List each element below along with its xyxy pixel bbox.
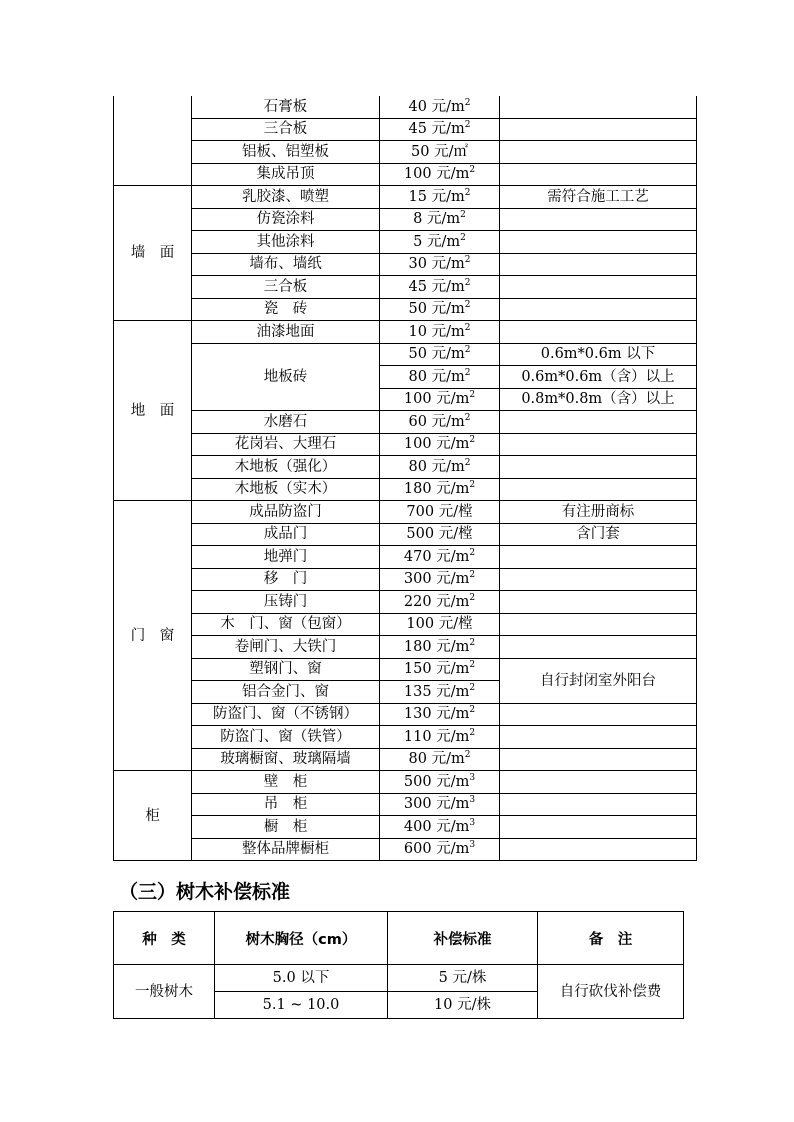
item-cell: 地板砖: [192, 343, 380, 411]
note-cell: [500, 231, 697, 254]
note-cell: [500, 838, 697, 861]
unit-exponent: 2: [469, 592, 476, 603]
item-cell: 玻璃橱窗、玻璃隔墙: [192, 748, 380, 771]
note-cell: 需符合施工工艺: [500, 186, 697, 209]
note-cell: [500, 118, 697, 141]
section-heading: （三）树木补偿标准: [119, 881, 291, 903]
price-cell: [380, 793, 500, 816]
item-cell: 仿瓷涂料: [192, 208, 380, 231]
table-row: [114, 478, 697, 501]
category-cell: [114, 96, 192, 186]
price-value: 5 元/m: [413, 233, 461, 250]
price-cell: [380, 186, 500, 209]
price-cell: [380, 703, 500, 726]
item-cell: 橱 柜: [192, 816, 380, 839]
item-cell: 其他涂料: [192, 231, 380, 254]
item-cell: 吊 柜: [192, 793, 380, 816]
price-value: 80 元/m: [408, 751, 465, 768]
unit-exponent: 2: [464, 120, 471, 131]
note-cell: [500, 321, 697, 344]
price-cell: [380, 838, 500, 861]
note-cell: [500, 141, 697, 164]
unit-exponent: 2: [469, 570, 476, 581]
table-row: [114, 456, 697, 479]
item-cell: 移 门: [192, 568, 380, 591]
price-value: 10 元/m: [408, 323, 465, 340]
table-row: [114, 793, 697, 816]
price-value: 50 元/㎡: [411, 143, 468, 160]
unit-exponent: 3: [469, 772, 476, 783]
tree-diameter: 5.0 以下: [215, 965, 388, 992]
unit-exponent: 2: [469, 480, 476, 491]
price-value: 470 元/m: [403, 548, 470, 565]
table-row: [114, 141, 697, 164]
table-row: [114, 658, 697, 681]
table-row: [114, 501, 697, 524]
price-cell: [380, 771, 500, 794]
price-value: 700 元/樘: [406, 503, 473, 520]
table-row: [114, 771, 697, 794]
price-value: 8 元/m: [413, 211, 461, 228]
price-value: 80 元/m: [408, 458, 465, 475]
item-cell: 防盗门、窗（不锈钢）: [192, 703, 380, 726]
price-cell: [380, 231, 500, 254]
unit-exponent: 2: [469, 435, 476, 446]
item-cell: 乳胶漆、喷塑: [192, 186, 380, 209]
tree-compensation-table: [113, 911, 684, 1019]
price-cell: [380, 96, 500, 118]
item-cell: 整体品牌橱柜: [192, 838, 380, 861]
tree-table-header-row: [114, 912, 684, 965]
item-cell: 塑钢门、窗: [192, 658, 380, 681]
price-cell: [380, 141, 500, 164]
price-value: 135 元/m: [403, 683, 470, 700]
unit-exponent: 2: [464, 97, 471, 108]
unit-exponent: 2: [469, 547, 476, 558]
price-cell: [380, 501, 500, 524]
note-cell: 自行封闭室外阳台: [500, 658, 697, 703]
unit-exponent: 2: [464, 187, 471, 198]
price-value: 45 元/m: [408, 278, 465, 295]
unit-exponent: 2: [469, 390, 476, 401]
item-cell: 花岗岩、大理石: [192, 433, 380, 456]
table-row: [114, 321, 697, 344]
note-cell: [500, 411, 697, 434]
price-cell: [380, 613, 500, 636]
item-cell: 防盗门、窗（铁管）: [192, 726, 380, 749]
unit-exponent: 2: [469, 705, 476, 716]
unit-exponent: 3: [469, 795, 476, 806]
table-row: [114, 276, 697, 299]
category-cell: 门 窗: [114, 501, 192, 771]
price-value: 100 元/m: [403, 391, 470, 408]
category-cell: 地 面: [114, 321, 192, 501]
table-row: [114, 186, 697, 209]
price-cell: [380, 208, 500, 231]
unit-exponent: 2: [464, 412, 471, 423]
price-cell: [380, 546, 500, 569]
note-cell: [500, 276, 697, 299]
price-value: 300 元/m: [403, 571, 470, 588]
tree-diameter: 5.1 ~ 10.0: [215, 992, 388, 1019]
price-value: 500 元/樘: [406, 526, 473, 543]
table-row: [114, 816, 697, 839]
item-cell: 木地板（强化）: [192, 456, 380, 479]
header-note: 备 注: [538, 912, 684, 965]
unit-exponent: 2: [469, 682, 476, 693]
table-row: [114, 253, 697, 276]
price-cell: [380, 478, 500, 501]
price-cell: [380, 568, 500, 591]
price-value: 500 元/m: [403, 773, 470, 790]
unit-exponent: 2: [464, 367, 471, 378]
unit-exponent: 3: [469, 817, 476, 828]
unit-exponent: 2: [469, 727, 476, 738]
note-cell: [500, 816, 697, 839]
item-cell: 压铸门: [192, 591, 380, 614]
header-standard: 补偿标准: [388, 912, 538, 965]
unit-exponent: 2: [464, 322, 471, 333]
unit-exponent: 3: [469, 840, 476, 851]
price-cell: [380, 523, 500, 546]
item-cell: 水磨石: [192, 411, 380, 434]
note-cell: 0.6m*0.6m（含）以上: [500, 366, 697, 389]
price-cell: [380, 163, 500, 186]
note-cell: [500, 433, 697, 456]
price-value: 220 元/m: [403, 593, 470, 610]
tree-standard: 5 元/株: [388, 965, 538, 992]
note-cell: [500, 771, 697, 794]
item-cell: 铝板、铝塑板: [192, 141, 380, 164]
note-cell: [500, 163, 697, 186]
price-value: 50 元/m: [408, 301, 465, 318]
unit-exponent: 2: [464, 457, 471, 468]
note-cell: [500, 478, 697, 501]
price-value: 50 元/m: [408, 346, 465, 363]
unit-exponent: 2: [464, 345, 471, 356]
note-cell: [500, 703, 697, 726]
table-row: [114, 838, 697, 861]
price-cell: [380, 321, 500, 344]
tree-category: 一般树木: [114, 965, 215, 1019]
tree-note: 自行砍伐补偿费: [538, 965, 684, 1019]
unit-exponent: 2: [469, 660, 476, 671]
price-value: 180 元/m: [403, 481, 470, 498]
table-row: [114, 298, 697, 321]
price-cell: [380, 636, 500, 659]
price-value: 60 元/m: [408, 413, 465, 430]
price-cell: [380, 388, 500, 411]
table-row: [114, 433, 697, 456]
item-cell: 成品门: [192, 523, 380, 546]
price-cell: [380, 298, 500, 321]
category-cell: 柜: [114, 771, 192, 861]
price-value: 80 元/m: [408, 368, 465, 385]
price-cell: [380, 658, 500, 681]
note-cell: [500, 568, 697, 591]
price-value: 150 元/m: [403, 661, 470, 678]
header-category: 种 类: [114, 912, 215, 965]
item-cell: 成品防盗门: [192, 501, 380, 524]
item-cell: 油漆地面: [192, 321, 380, 344]
note-cell: [500, 613, 697, 636]
price-value: 40 元/m: [408, 98, 465, 115]
price-cell: [380, 411, 500, 434]
item-cell: 木地板（实木）: [192, 478, 380, 501]
unit-exponent: 2: [469, 637, 476, 648]
table-row: [114, 636, 697, 659]
note-cell: [500, 748, 697, 771]
table-row: [114, 118, 697, 141]
table-row: [114, 568, 697, 591]
note-cell: 有注册商标: [500, 501, 697, 524]
price-value: 15 元/m: [408, 188, 465, 205]
price-cell: [380, 748, 500, 771]
table-row: [114, 965, 684, 992]
unit-exponent: 2: [464, 750, 471, 761]
table-row: [114, 726, 697, 749]
price-value: 100 元/樘: [406, 616, 473, 633]
table-row: [114, 703, 697, 726]
note-cell: [500, 456, 697, 479]
price-value: 110 元/m: [403, 728, 470, 745]
unit-exponent: 2: [464, 255, 471, 266]
tree-standard: 10 元/株: [388, 992, 538, 1019]
unit-exponent: 2: [464, 277, 471, 288]
table-row: [114, 411, 697, 434]
note-cell: [500, 546, 697, 569]
table-row: [114, 748, 697, 771]
note-cell: [500, 636, 697, 659]
unit-exponent: 2: [460, 232, 466, 243]
compensation-table: [113, 96, 697, 861]
table-row: [114, 231, 697, 254]
table-row: [114, 546, 697, 569]
table-row: [114, 523, 697, 546]
item-cell: 瓷 砖: [192, 298, 380, 321]
unit-exponent: 2: [469, 165, 476, 176]
item-cell: 卷闸门、大铁门: [192, 636, 380, 659]
price-value: 300 元/m: [403, 796, 470, 813]
price-cell: [380, 456, 500, 479]
item-cell: 三合板: [192, 276, 380, 299]
note-cell: [500, 298, 697, 321]
note-cell: [500, 253, 697, 276]
item-cell: 三合板: [192, 118, 380, 141]
price-cell: [380, 276, 500, 299]
price-value: 180 元/m: [403, 638, 470, 655]
table-row: [114, 208, 697, 231]
note-cell: [500, 96, 697, 118]
price-cell: [380, 816, 500, 839]
price-cell: [380, 118, 500, 141]
price-value: 30 元/m: [408, 256, 465, 273]
price-cell: [380, 591, 500, 614]
note-cell: [500, 208, 697, 231]
price-cell: [380, 681, 500, 704]
unit-exponent: 2: [460, 210, 466, 221]
note-cell: [500, 793, 697, 816]
price-value: 130 元/m: [403, 706, 470, 723]
note-cell: [500, 726, 697, 749]
price-cell: [380, 343, 500, 366]
table-row: [114, 163, 697, 186]
item-cell: 墙布、墙纸: [192, 253, 380, 276]
table-row: [114, 343, 697, 366]
price-cell: [380, 366, 500, 389]
price-value: 600 元/m: [403, 841, 470, 858]
item-cell: 铝合金门、窗: [192, 681, 380, 704]
price-value: 100 元/m: [403, 166, 470, 183]
item-cell: 壁 柜: [192, 771, 380, 794]
table-row: [114, 96, 697, 118]
price-value: 100 元/m: [403, 436, 470, 453]
note-cell: 0.8m*0.8m（含）以上: [500, 388, 697, 411]
header-diameter: 树木胸径（cm）: [215, 912, 388, 965]
price-cell: [380, 726, 500, 749]
unit-exponent: 2: [464, 300, 471, 311]
price-value: 45 元/m: [408, 121, 465, 138]
price-cell: [380, 433, 500, 456]
price-cell: [380, 253, 500, 276]
table-row: [114, 613, 697, 636]
note-cell: [500, 591, 697, 614]
price-value: 400 元/m: [403, 818, 470, 835]
item-cell: 地弹门: [192, 546, 380, 569]
category-cell: 墙 面: [114, 186, 192, 321]
note-cell: 含门套: [500, 523, 697, 546]
table-row: [114, 591, 697, 614]
note-cell: 0.6m*0.6m 以下: [500, 343, 697, 366]
item-cell: 集成吊顶: [192, 163, 380, 186]
item-cell: 石膏板: [192, 96, 380, 118]
item-cell: 木 门、窗（包窗）: [192, 613, 380, 636]
